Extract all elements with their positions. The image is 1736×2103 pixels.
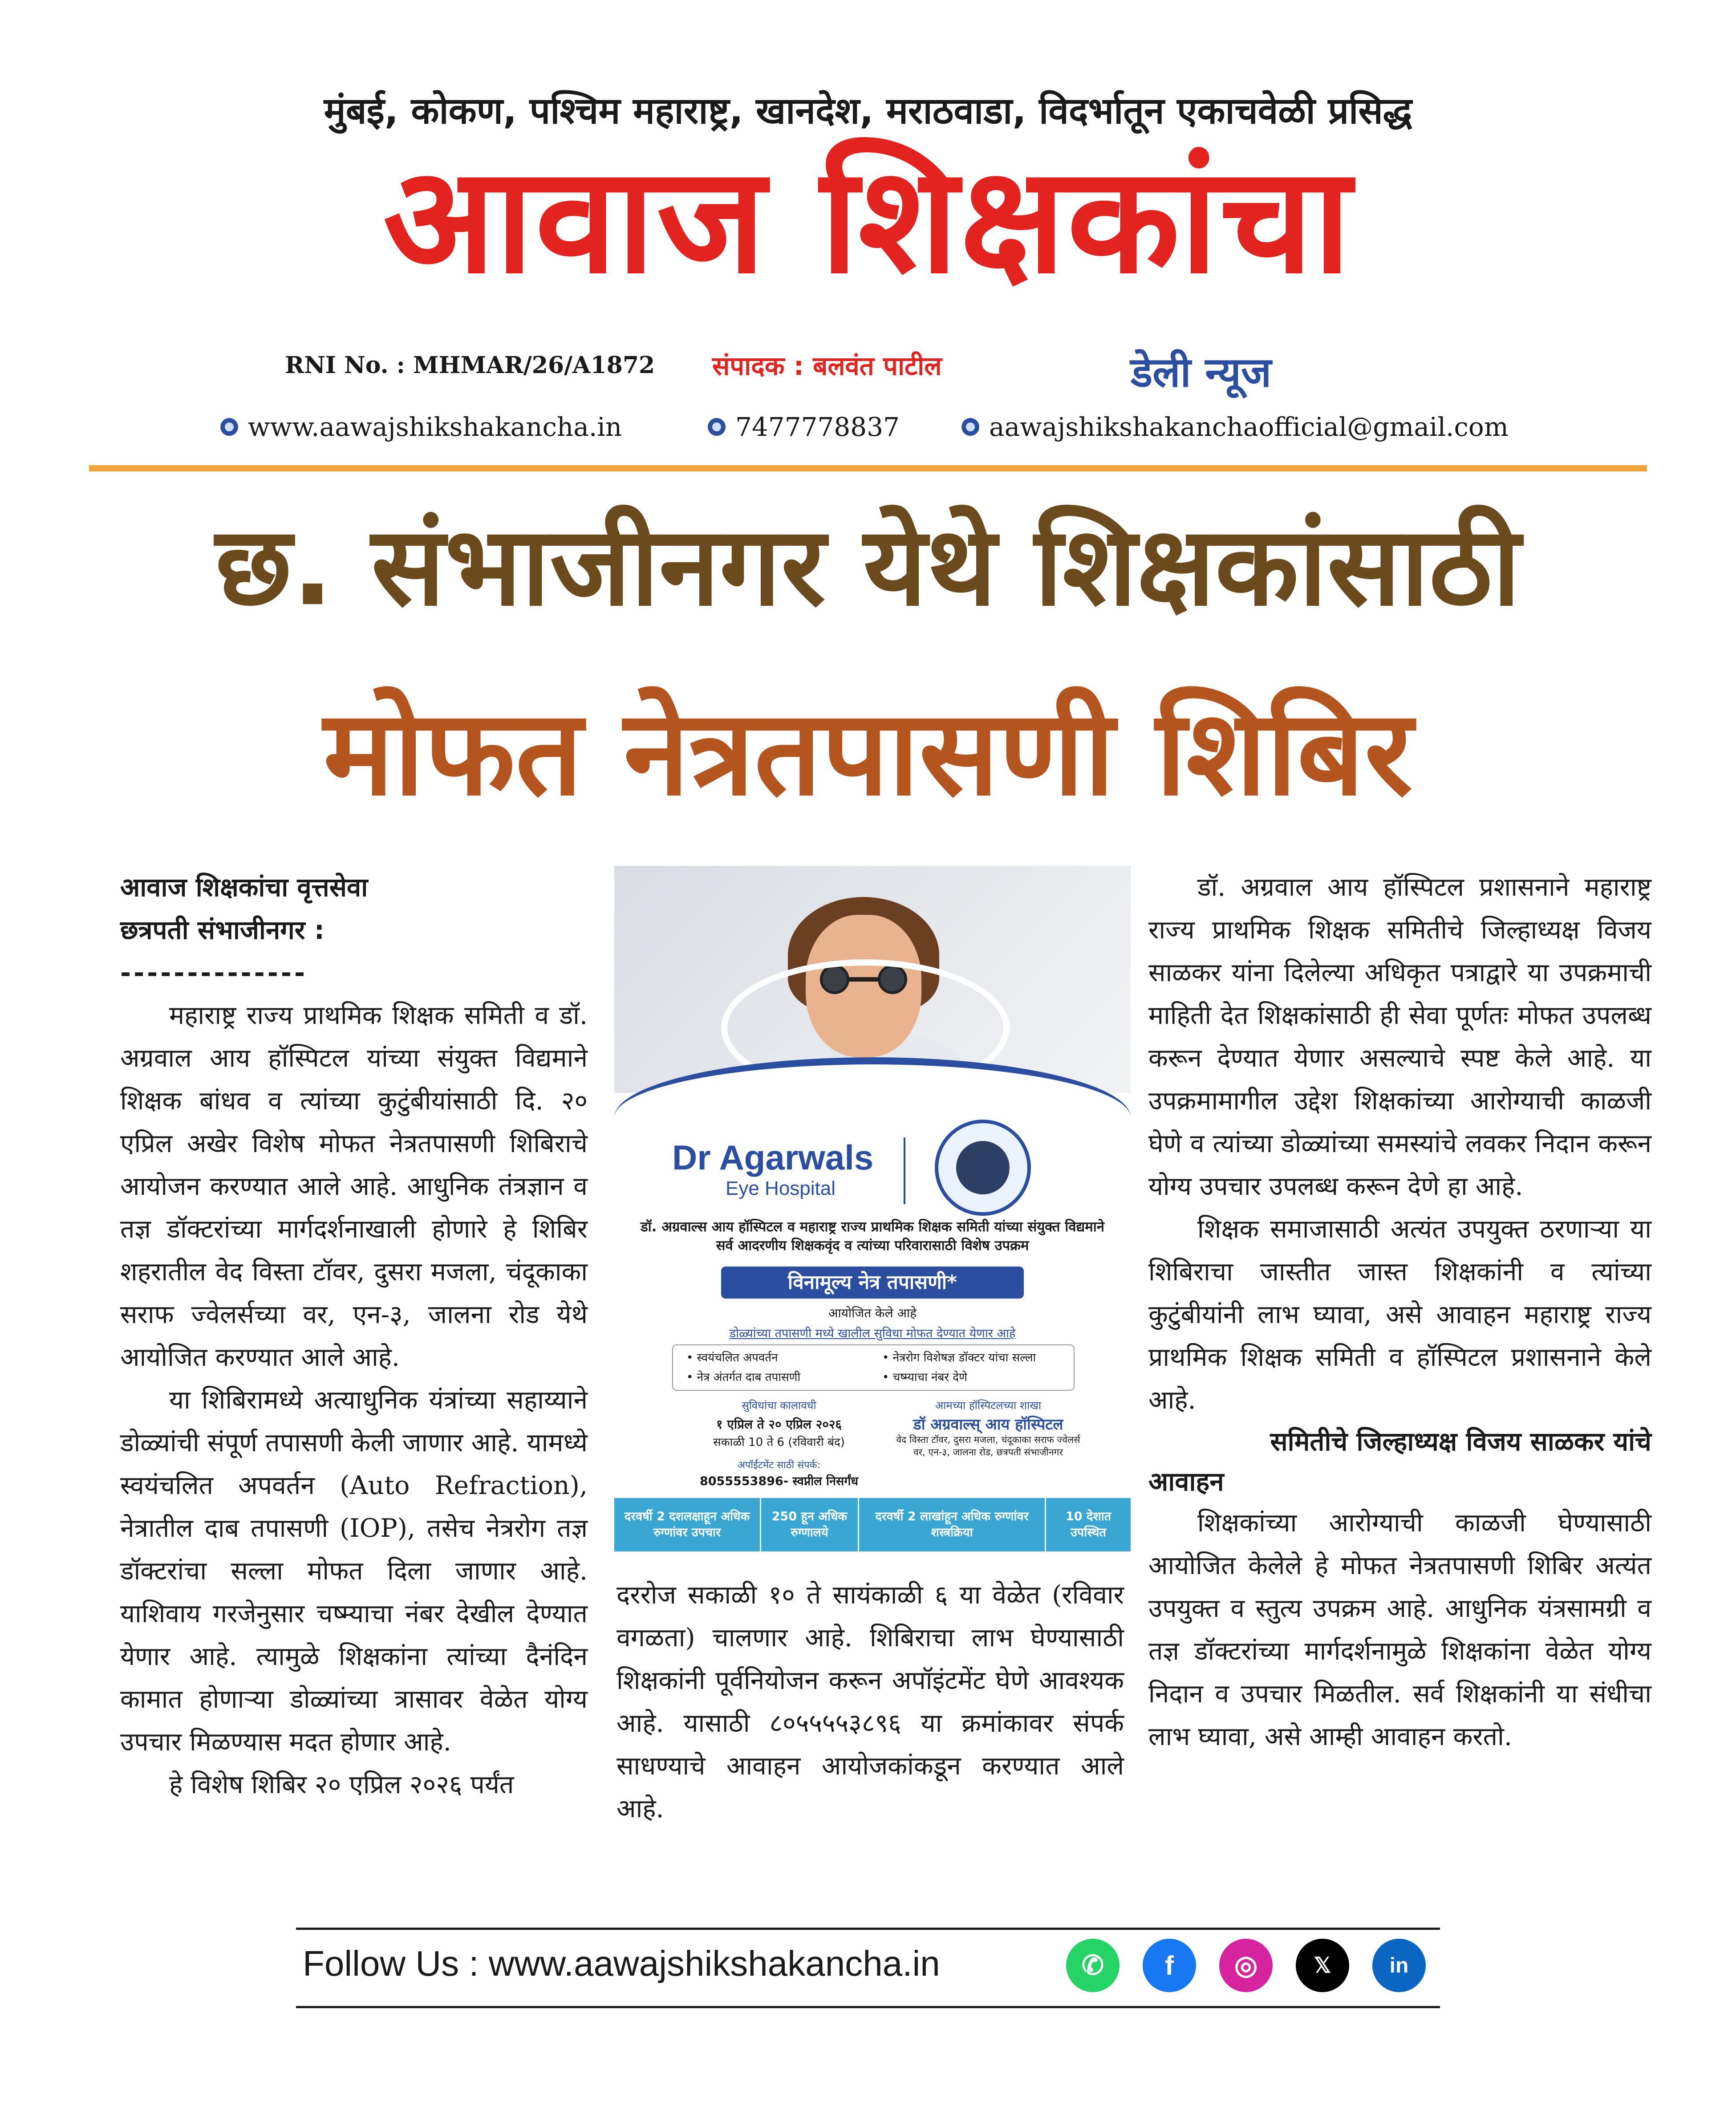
ad-organized: आयोजित केले आहे bbox=[828, 1306, 917, 1320]
ad-stat: दरवर्षी 2 लाखांहून अधिक रुग्णांवर शस्त्रक्रिया bbox=[859, 1498, 1046, 1551]
ad-branch-address: वेद विस्ता टॉवर, दुसरा मजला, चंदूकाका सराफ ज्वेलर्स वर, एन-३, जालना रोड, छत्रपती संभाजीनगर bbox=[896, 1434, 1080, 1457]
ad-feature: • नेत्ररोग विशेषज्ञ डॉक्टर यांचा सल्ला bbox=[882, 1351, 1036, 1364]
daily-news-label: डेली न्यूज bbox=[1131, 349, 1272, 396]
article-column-2 bbox=[617, 1574, 1124, 1830]
ad-period-dates: १ एप्रिल ते २० एप्रिल २०२६ bbox=[716, 1417, 842, 1432]
ad-feature: • स्वयंचलित अपवर्तन bbox=[686, 1351, 778, 1364]
ad-period-heading: सुविधांचा कालावधी bbox=[742, 1399, 816, 1412]
byline-agency: आवाज शिक्षकांचा वृत्तसेवा bbox=[120, 872, 368, 902]
byline-dashes: -------------- bbox=[120, 958, 308, 988]
instagram-icon[interactable]: ◎ bbox=[1219, 1939, 1273, 1992]
subheading-line-1: समितीचे जिल्हाध्यक्ष विजय साळकर यांचे bbox=[1270, 1426, 1651, 1457]
eye-camp-advertisement bbox=[614, 866, 1131, 1551]
follow-us-text[interactable]: Follow Us : www.aawajshikshakancha.in bbox=[303, 1944, 940, 1983]
facebook-icon[interactable]: f bbox=[1143, 1939, 1196, 1992]
phone-contact[interactable] bbox=[708, 412, 900, 442]
ad-brand: Dr Agarwals bbox=[672, 1138, 874, 1177]
ad-stats-strip bbox=[614, 1498, 1131, 1551]
rni-number: RNI No. : MHMAR/26/A1872 bbox=[285, 352, 655, 379]
article-paragraph: शिक्षकांच्या आरोग्याची काळजी घेण्यासाठी आयोजित केलेले हे मोफत नेत्रतपासणी शिबिर अत्यंत उपयुक्त व स्तुत्य उपक्रम आहे. आधुनिक यंत्रसामग्री व तज्ञ डॉक्टरांच्या मार्गदर्शनामुळे शिक्षकांना वेळेत योग्य निदान व उपचार मिळतील. सर्व शिक्षकांनी या संधीचा लाभ घ्यावा, असे आम्ही आवाहन करतो. bbox=[1148, 1508, 1651, 1751]
ad-stat: 10 देशात उपस्थित bbox=[1065, 1510, 1111, 1539]
byline-location: छत्रपती संभाजीनगर : bbox=[120, 915, 324, 945]
ad-facility-title: डोळ्यांच्या तपासणी मध्ये खालील सुविधा मोफत देण्यात येणार आहे bbox=[729, 1327, 1016, 1340]
ad-appointment-contact: 8055553896- स्वप्नील निसर्गंध bbox=[699, 1474, 859, 1488]
x-icon[interactable]: 𝕏 bbox=[1296, 1939, 1349, 1992]
ad-banner: विनामूल्य नेत्र तपासणी* bbox=[721, 1267, 1024, 1299]
article-paragraph: दररोज सकाळी १० ते सायंकाळी ६ या वेळेत (रविवार वगळता) चालणार आहे. शिबिराचा लाभ घेण्यासाठी शिक्षकांनी पूर्वनियोजन करून अपॉइंटमेंट घेणे आवश्यक आहे. यासाठी ८०५५५५३८९६ या क्रमांकावर संपर्क साधण्याचे आवाहन आयोजकांकडून करण्यात आले आहे. bbox=[617, 1580, 1124, 1823]
editor-name: संपादक : बलवंत पाटील bbox=[712, 351, 942, 381]
header-divider bbox=[89, 465, 1647, 471]
article-paragraph: महाराष्ट्र राज्य प्राथमिक शिक्षक समिती व डॉ. अग्रवाल आय हॉस्पिटल यांच्या संयुक्त विद्यमाने शिक्षक बांधव व त्यांच्या कुटुंबीयांसाठी दि. २० एप्रिल अखेर विशेष मोफत नेत्रतपासणी शिबिराचे आयोजन करण्यात आले आहे. आधुनिक तंत्रज्ञान व तज्ञ डॉक्टरांच्या मार्गदर्शनाखाली होणारे हे शिबिर शहरातील वेद विस्ता टॉवर, दुसरा मजला, चंदूकाका सराफ ज्वेलर्सच्या वर, एन-३, जालना रोड येथे आयोजित करण्यात आले आहे. bbox=[120, 1001, 588, 1372]
ad-period-time: सकाळी 10 ते 6 (रविवारी बंद) bbox=[713, 1436, 845, 1449]
article-paragraph: शिक्षक समाजासाठी अत्यंत उपयुक्त ठरणाऱ्या या शिबिराचा जास्तीत जास्त शिक्षकांनी व त्यांच्या कुटुंबीयांनी लाभ घ्यावा, असे आवाहन महाराष्ट्र राज्य प्राथमिक शिक्षक समिती व हॉस्पिटल प्रशासनाने केले आहे. bbox=[1148, 1214, 1651, 1415]
ad-feature: • चष्म्याचा नंबर देणे bbox=[882, 1371, 967, 1384]
samiti-logo bbox=[935, 1120, 1031, 1216]
article-column-3 bbox=[1148, 866, 1651, 1758]
email-contact[interactable] bbox=[961, 412, 1509, 442]
masthead-title: आवाज शिक्षकांचा bbox=[383, 135, 1353, 306]
ad-brand-sub: Eye Hospital bbox=[726, 1177, 836, 1199]
phone-text[interactable]: 7477778837 bbox=[735, 412, 900, 442]
ad-appointment-heading: अपॉईंटमेंट साठी संपर्क: bbox=[738, 1460, 820, 1471]
footer-rule-bottom bbox=[296, 2006, 1440, 2008]
ad-intro: डॉ. अग्रवाल्स आय हॉस्पिटल व महाराष्ट्र राज्य प्राथमिक शिक्षक समिती यांच्या संयुक्त विद्यमाने सर्व आदरणीय शिक्षकवृंद व त्यांच्या परिवारासाठी विशेष उपक्रम bbox=[641, 1219, 1104, 1254]
headline-line-2: मोफत नेत्रतपासणी शिबिर bbox=[323, 685, 1413, 822]
footer-rule-top bbox=[296, 1928, 1440, 1930]
ad-feature: • नेत्र अंतर्गत दाब तपासणी bbox=[686, 1371, 801, 1384]
article-column-1 bbox=[120, 866, 588, 1806]
ad-stat: 250 हून अधिक रुग्णालये bbox=[761, 1498, 859, 1551]
website-contact[interactable] bbox=[220, 412, 622, 442]
linkedin-icon[interactable]: in bbox=[1372, 1939, 1426, 1992]
phone-icon bbox=[708, 418, 726, 436]
ad-stat: दरवर्षी 2 दशलक्षाहून अधिक रुग्णांवर उपचार bbox=[614, 1498, 761, 1551]
email-text[interactable]: aawajshikshakanchaofficial@gmail.com bbox=[989, 412, 1509, 442]
article-paragraph: या शिबिरामध्ये अत्याधुनिक यंत्रांच्या सहाय्याने डोळ्यांची संपूर्ण तपासणी केली जाणार आहे. यामध्ये स्वयंचलित अपवर्तन (Auto Refraction), नेत्रातील दाब तपासणी (IOP), तसेच नेत्ररोग तज्ञ डॉक्टरांचा सल्ला मोफत दिला जाणार आहे. याशिवाय गरजेनुसार चष्म्याचा नंबर देखील देण्यात येणार आहे. त्यामुळे शिक्षकांना त्यांच्या दैनंदिन कामात होणाऱ्या डोळ्यांच्या त्रासावर वेळेत योग्य उपचार मिळण्यास मदत होणार आहे. bbox=[120, 1385, 588, 1757]
website-text[interactable]: www.aawajshikshakancha.in bbox=[248, 412, 622, 442]
ad-branch-heading: आमच्या हॉस्पिटलच्या शाखा bbox=[935, 1399, 1042, 1412]
article-paragraph: डॉ. अग्रवाल आय हॉस्पिटल प्रशासनाने महाराष्ट्र राज्य प्राथमिक शिक्षक समितीचे जिल्हाध्यक्ष विजय साळकर यांना दिलेल्या अधिकृत पत्राद्वारे या उपक्रमाची माहिती देत शिक्षकांसाठी ही सेवा पूर्णतः मोफत उपलब्ध करून देण्यात येणार असल्याचे स्पष्ट केले आहे. या उपक्रमामागील उद्देश शिक्षकांच्या आरोग्याची काळजी घेणे व त्यांच्या डोळ्यांच्या समस्यांचे लवकर निदान करून योग्य उपचार उपलब्ध करून देणे हा आहे. bbox=[1148, 873, 1651, 1201]
globe-icon bbox=[220, 418, 238, 436]
headline-line-1: छ. संभाजीनगर येथे शिक्षकांसाठी bbox=[215, 503, 1521, 630]
subheading-line-2: आवाहन bbox=[1148, 1466, 1224, 1497]
ad-branch-name: डॉ अग्रवाल्स् आय हॉस्पिटल bbox=[913, 1416, 1063, 1433]
article-paragraph: हे विशेष शिबिर २० एप्रिल २०२६ पर्यंत bbox=[169, 1770, 514, 1799]
whatsapp-icon[interactable]: ✆ bbox=[1066, 1939, 1119, 1992]
email-icon bbox=[961, 418, 979, 436]
tagline: मुंबई, कोकण, पश्चिम महाराष्ट्र, खानदेश, मराठवाडा, विदर्भातून एकाचवेळी प्रसिद्ध bbox=[324, 90, 1412, 132]
ad-features-box bbox=[672, 1344, 1075, 1391]
